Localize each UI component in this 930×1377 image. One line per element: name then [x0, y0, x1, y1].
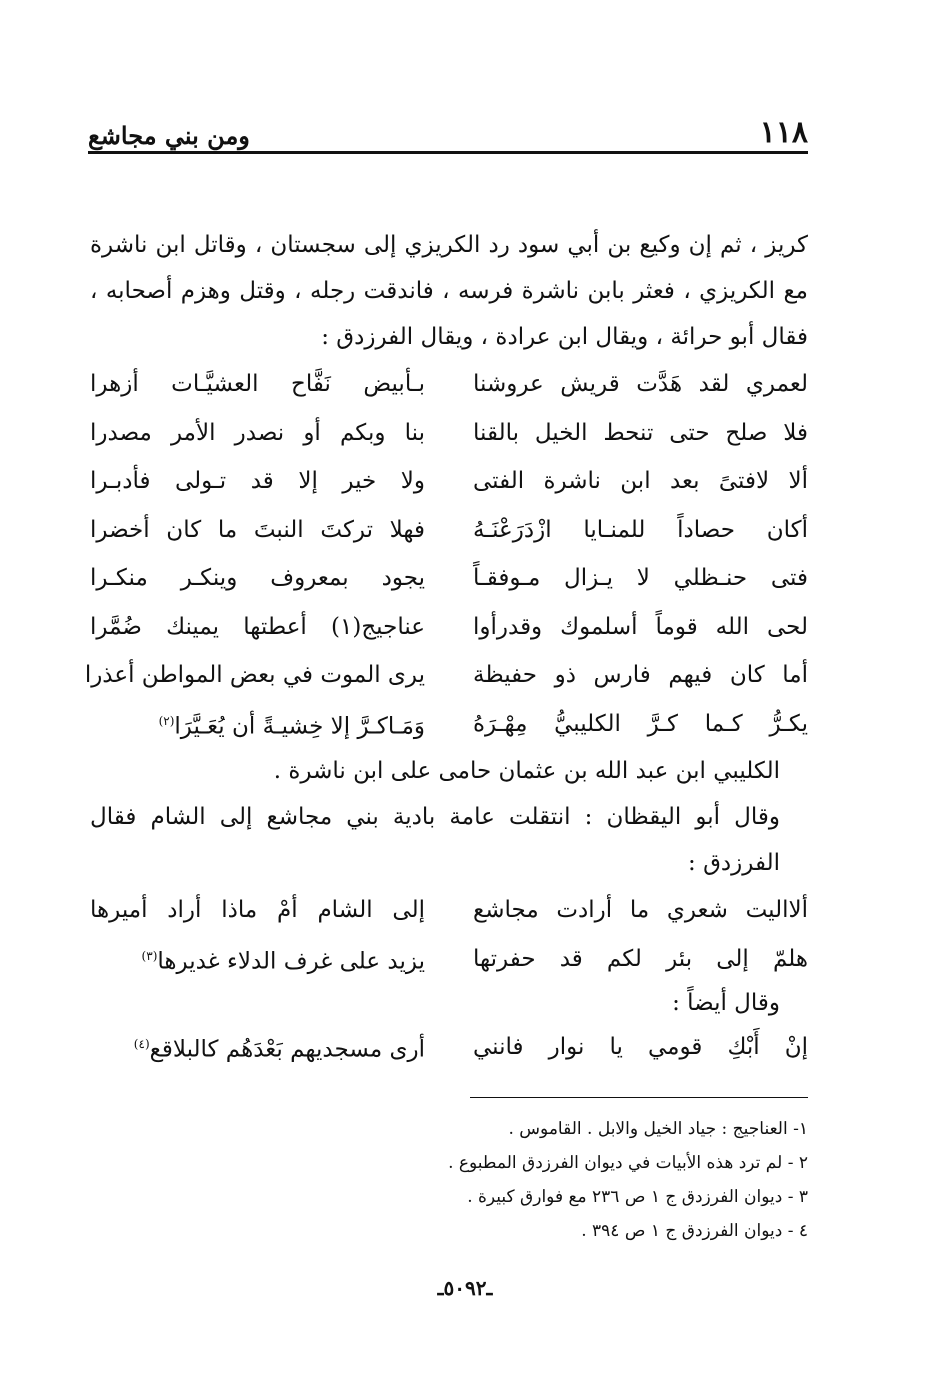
also-said-line: وقال أيضاً :	[672, 990, 780, 1016]
verse-second-hemistich: بنا وبكم أو نصدر الأمر مصدرا	[90, 419, 425, 446]
verse-line	[90, 603, 808, 652]
folio-number: ـ٥٠٩٢ـ	[437, 1276, 493, 1300]
hemistich-text: أرى مسجديهم بَعْدَهُم كالبلاقع	[149, 1037, 425, 1064]
verse-line	[90, 457, 808, 506]
verse-first-hemistich: إنْ أَبْكِ قومي يا نوار فانني	[473, 1034, 808, 1061]
verse-line	[90, 409, 808, 458]
verse-first-hemistich: فتى حنـظلي لا يـزال مـوفقـاً	[473, 565, 808, 592]
poem-1	[84, 360, 808, 748]
verse-first-hemistich: لعمري لقد هَدَّت قريش عروشنا	[473, 371, 808, 398]
verse-line	[90, 886, 808, 935]
verse-second-hemistich	[90, 933, 425, 985]
verse-second-hemistich: فهلا تركتَ النبتَ ما كان أخضرا	[90, 516, 425, 543]
verse-first-hemistich: ألااليت شعري ما أرادت مجاشع	[473, 897, 808, 924]
verse-second-hemistich	[90, 698, 425, 750]
hemistich-text: وَمَـاكـرَّ إلا خِشيـةً أن يُعَـيَّرَا	[174, 713, 425, 740]
footnote-1: ١- العناجيج : جياد الخيل والابل . القاموس .	[508, 1119, 808, 1139]
verse-second-hemistich: عناجيج(١) أعطتها يمينك ضُمَّرا	[90, 613, 425, 640]
verse-line	[90, 360, 808, 409]
gloss-paragraph: الكليبي ابن عبد الله بن عثمان حامى على ابن ناشرة .	[273, 758, 780, 784]
verse-first-hemistich: لحى الله قوماً أسلموك وقدرأوا	[473, 613, 808, 640]
verse-first-hemistich: أكان حصاداً للمنـايا ازْدَرَعْنَـهُ	[473, 516, 808, 543]
footnotes	[300, 1112, 808, 1248]
footnote-rule	[470, 1097, 808, 1098]
verse-first-hemistich: أما كان فيهم فارس ذو حفيظة	[473, 662, 808, 689]
verse-first-hemistich: يكـرُّ كـما كـرَّ الكليبيُّ مِهْـرَهُ	[473, 710, 808, 737]
footnote-marker: (٣)	[141, 948, 158, 963]
verse-second-hemistich: بـأبيض نَفَّاح العشيَّـات أزهرا	[90, 371, 425, 398]
verse-second-hemistich: إلى الشام أمْ ماذا أراد أميرها	[90, 897, 425, 924]
poem-2	[90, 886, 808, 983]
hemistich-text: يزيد على غرف الدلاء غديرها	[157, 948, 425, 975]
verse-second-hemistich: يجود بمعروف وينكـر منكـرا	[90, 565, 425, 592]
footnote-marker: (٤)	[133, 1037, 150, 1052]
page-header	[88, 104, 808, 150]
verse-first-hemistich: فلا صلح حتى تنحط الخيل بالقنا	[473, 419, 808, 446]
footnote-4: ٤ - ديوان الفرزدق ج ١ ص ٣٩٤ .	[581, 1221, 808, 1241]
page-number: ١١٨	[759, 115, 808, 150]
narration-paragraph: وقال أبو اليقظان : انتقلت عامة بادية بني مجاشع إلى الشام فقال الفرزدق :	[90, 804, 780, 876]
verse-first-hemistich: هلمّ إلى بئر لكم قد حفرتها	[473, 945, 808, 972]
footnote-marker: (٢)	[158, 713, 175, 728]
running-title: ومن بني مجاشع	[88, 121, 250, 150]
verse-second-hemistich: يرى الموت في بعض المواطن أعذرا	[84, 662, 425, 689]
poem-3	[90, 1023, 808, 1072]
verse-line	[90, 935, 808, 984]
verse-line	[90, 554, 808, 603]
body-text	[84, 222, 808, 1072]
verse-second-hemistich	[90, 1021, 425, 1073]
footnote-3: ٣ - ديوان الفرزدق ج ١ ص ٢٣٦ مع فوارق كبيرة .	[467, 1187, 808, 1207]
verse-line	[90, 700, 808, 749]
footnote-2: ٢ - لم ترد هذه الأبيات في ديوان الفرزدق المطبوع .	[448, 1153, 808, 1173]
header-rule	[88, 151, 808, 154]
intro-paragraph: كريز ، ثم إن وكيع بن أبي سود رد الكريزي إلى سجستان ، وقاتل ابن ناشرة مع الكريزي ، فعثر بابن ناشرة فرسه ، فاندقت رجله ، وقتل وهزم أصحابه ، فقال أبو حرائة ، ويقال ابن عرادة ، ويقال الفرزدق :	[90, 232, 808, 350]
verse-line	[90, 1023, 808, 1072]
verse-first-hemistich: ألا لافتىً بعد ابن ناشرة الفتى	[473, 468, 808, 495]
verse-line	[84, 651, 808, 700]
verse-line	[90, 506, 808, 555]
verse-second-hemistich: ولا خير إلا قد تـولى فأدبـرا	[90, 468, 425, 495]
